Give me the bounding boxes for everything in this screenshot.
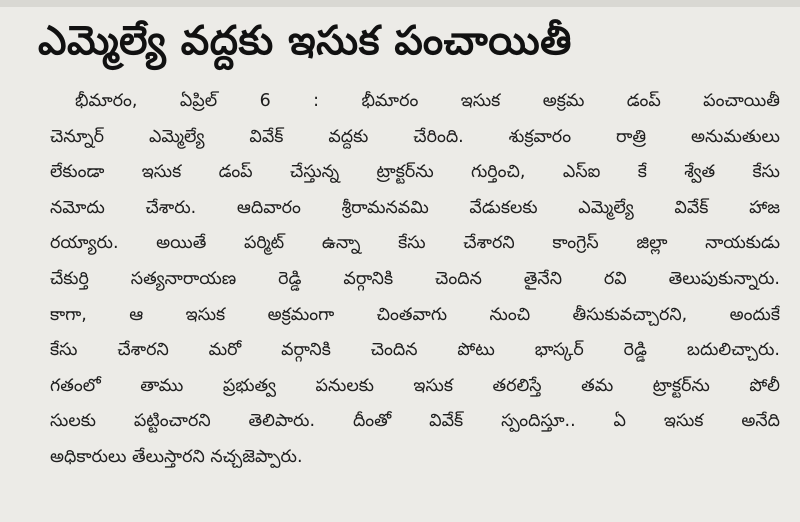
article-line: గతంలో తాము ప్రభుత్వ పనులకు ఇసుక తరలిస్తే తమ ట్రాక్టర్‌ను పోలీ	[50, 375, 780, 396]
article-line: నమోదు చేశారు. ఆదివారం శ్రీరామనవమి వేడుకలకు ఎమ్మెల్యే వివేక్ హాజ	[50, 197, 780, 218]
article-line: సులకు పట్టించారని తెలిపారు. దీంతో వివేక్ స్పందిస్తూ.. ఏ ఇసుక అనేది	[50, 411, 780, 432]
article-line: చెన్నూర్ ఎమ్మెల్యే వివేక్ వద్దకు చేరింది. శుక్రవారం రాత్రి అనుమతులు	[50, 126, 780, 147]
article-line: భీమారం, ఏప్రిల్ 6 : భీమారం ఇసుక అక్రమ డంప్ పంచాయితీ	[75, 91, 780, 111]
article-body	[50, 84, 780, 476]
article-headline: ఎమ్మెల్యే వద్దకు ఇసుక పంచాయితీ	[38, 18, 572, 64]
article-line: కాగా, ఆ ఇసుక అక్రమంగా చింతవాగు నుంచి తీసుకువచ్చారని, అందుకే	[50, 304, 780, 325]
article-line: రయ్యారు. అయితే పర్మిట్ ఉన్నా కేసు చేశారని కాంగ్రెస్ జిల్లా నాయకుడు	[50, 233, 780, 254]
article-line: అధికారులు తేలుస్తారని నచ్చజెప్పారు.	[50, 446, 303, 467]
article-line: లేకుండా ఇసుక డంప్ చేస్తున్న ట్రాక్టర్‌ను గుర్తించి, ఎస్‌ఐ కే శ్వేత కేసు	[50, 162, 780, 183]
top-rule	[0, 0, 800, 7]
article-line: కేసు చేశారని మరో వర్గానికి చెందిన పోటు భాస్కర్ రెడ్డి బదులిచ్చారు.	[50, 340, 780, 361]
article-line: చేకుర్తి సత్యనారాయణ రెడ్డి వర్గానికి చెందిన తైనేని రవి తెలుపుకున్నారు.	[50, 268, 780, 289]
